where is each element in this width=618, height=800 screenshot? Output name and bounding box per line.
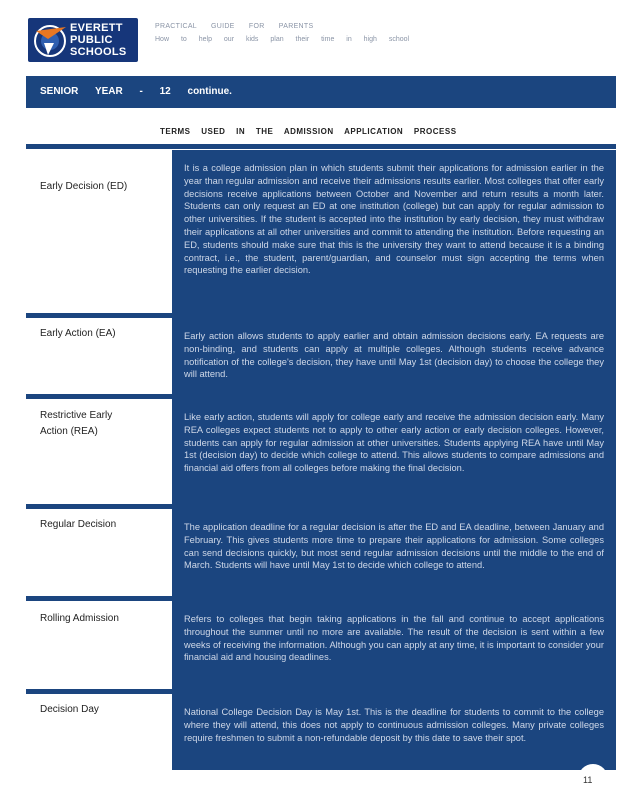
term-description: Refers to colleges that begin taking applications in the fall and continue to accept applications throughout the summer until no more are available. The result of the decision is sent within a few weeks of receiving the information. Although you can apply at any time, it is important to consider your financial aid and housing deadlines. — [172, 601, 616, 689]
section-heading: TERMS USED IN THE ADMISSION APPLICATION PROCESS — [160, 127, 457, 136]
page-header — [0, 0, 618, 78]
term-description: It is a college admission plan in which students submit their applications for admission earlier in the year than regular admission and receive their admissions results earlier. Most colleges that offer early decisions receive applications between October and November and return results a month later. Students can only request an ED at one institution (college) but can apply for regular admission to other universities. If the student is accepted into the institution by early decision, they must withdraw their applications at all other universities and commit to attending the institution. Before requesting an ED, students should make sure that this is the university they want to attend because it is a binding contract, i.e., the student, parent/guardian, and counselor must sign accepting the terms when requesting the earlier decision. — [172, 150, 616, 313]
term-label: Rolling Admission — [40, 613, 119, 624]
page-number: 11 — [583, 775, 593, 785]
term-label: Restrictive Early Action (REA) — [40, 410, 113, 437]
guide-title: PRACTICAL GUIDE FOR PARENTS — [155, 23, 314, 30]
term-description: Early action allows students to apply earlier and obtain admission decisions early. EA requests are non-binding, and students can apply at multiple colleges. Although students receive advance notification of the college's decision, they have until May 1st (decision day) to choose the college they will attend. — [172, 318, 616, 394]
school-logo — [28, 18, 138, 62]
logo-wordmark: EVERETT PUBLIC SCHOOLS — [70, 22, 127, 58]
term-label: Early Decision (ED) — [40, 181, 128, 192]
term-description: The application deadline for a regular decision is after the ED and EA deadline, between January and February. This gives students more time to prepare their applications for admission. Some colleges can send decisions quickly, but most send regular admission decisions until the middle to the end of March. Students will have until May 1st to decide which college to attend. — [172, 509, 616, 596]
term-label: Decision Day — [40, 704, 99, 715]
term-label: Regular Decision — [40, 519, 117, 530]
logo-emblem-icon — [30, 21, 70, 59]
section-banner: SENIOR YEAR - 12 continue. — [26, 76, 616, 108]
guide-subtitle: How to help our kids plan their time in high school — [155, 36, 410, 43]
term-label: Early Action (EA) — [40, 328, 116, 339]
term-description: Like early action, students will apply for college early and receive the admission decision early. Many REA colleges expect students not to apply to other early action or early decision colleges. However, students can apply for regular admission at other universities. Students applying REA have until May 1st (decision day) to decide which college to attend. This allows students to compare admissions and financial aid offers from all colleges before making the final decision. — [172, 399, 616, 504]
row-divider — [26, 144, 616, 149]
term-description: National College Decision Day is May 1st. This is the deadline for students to commit to the college where they will attend, this does not apply to continuous admission colleges. Many private colleges require freshmen to submit a non-refundable deposit by this date to save their spot. — [172, 694, 616, 770]
